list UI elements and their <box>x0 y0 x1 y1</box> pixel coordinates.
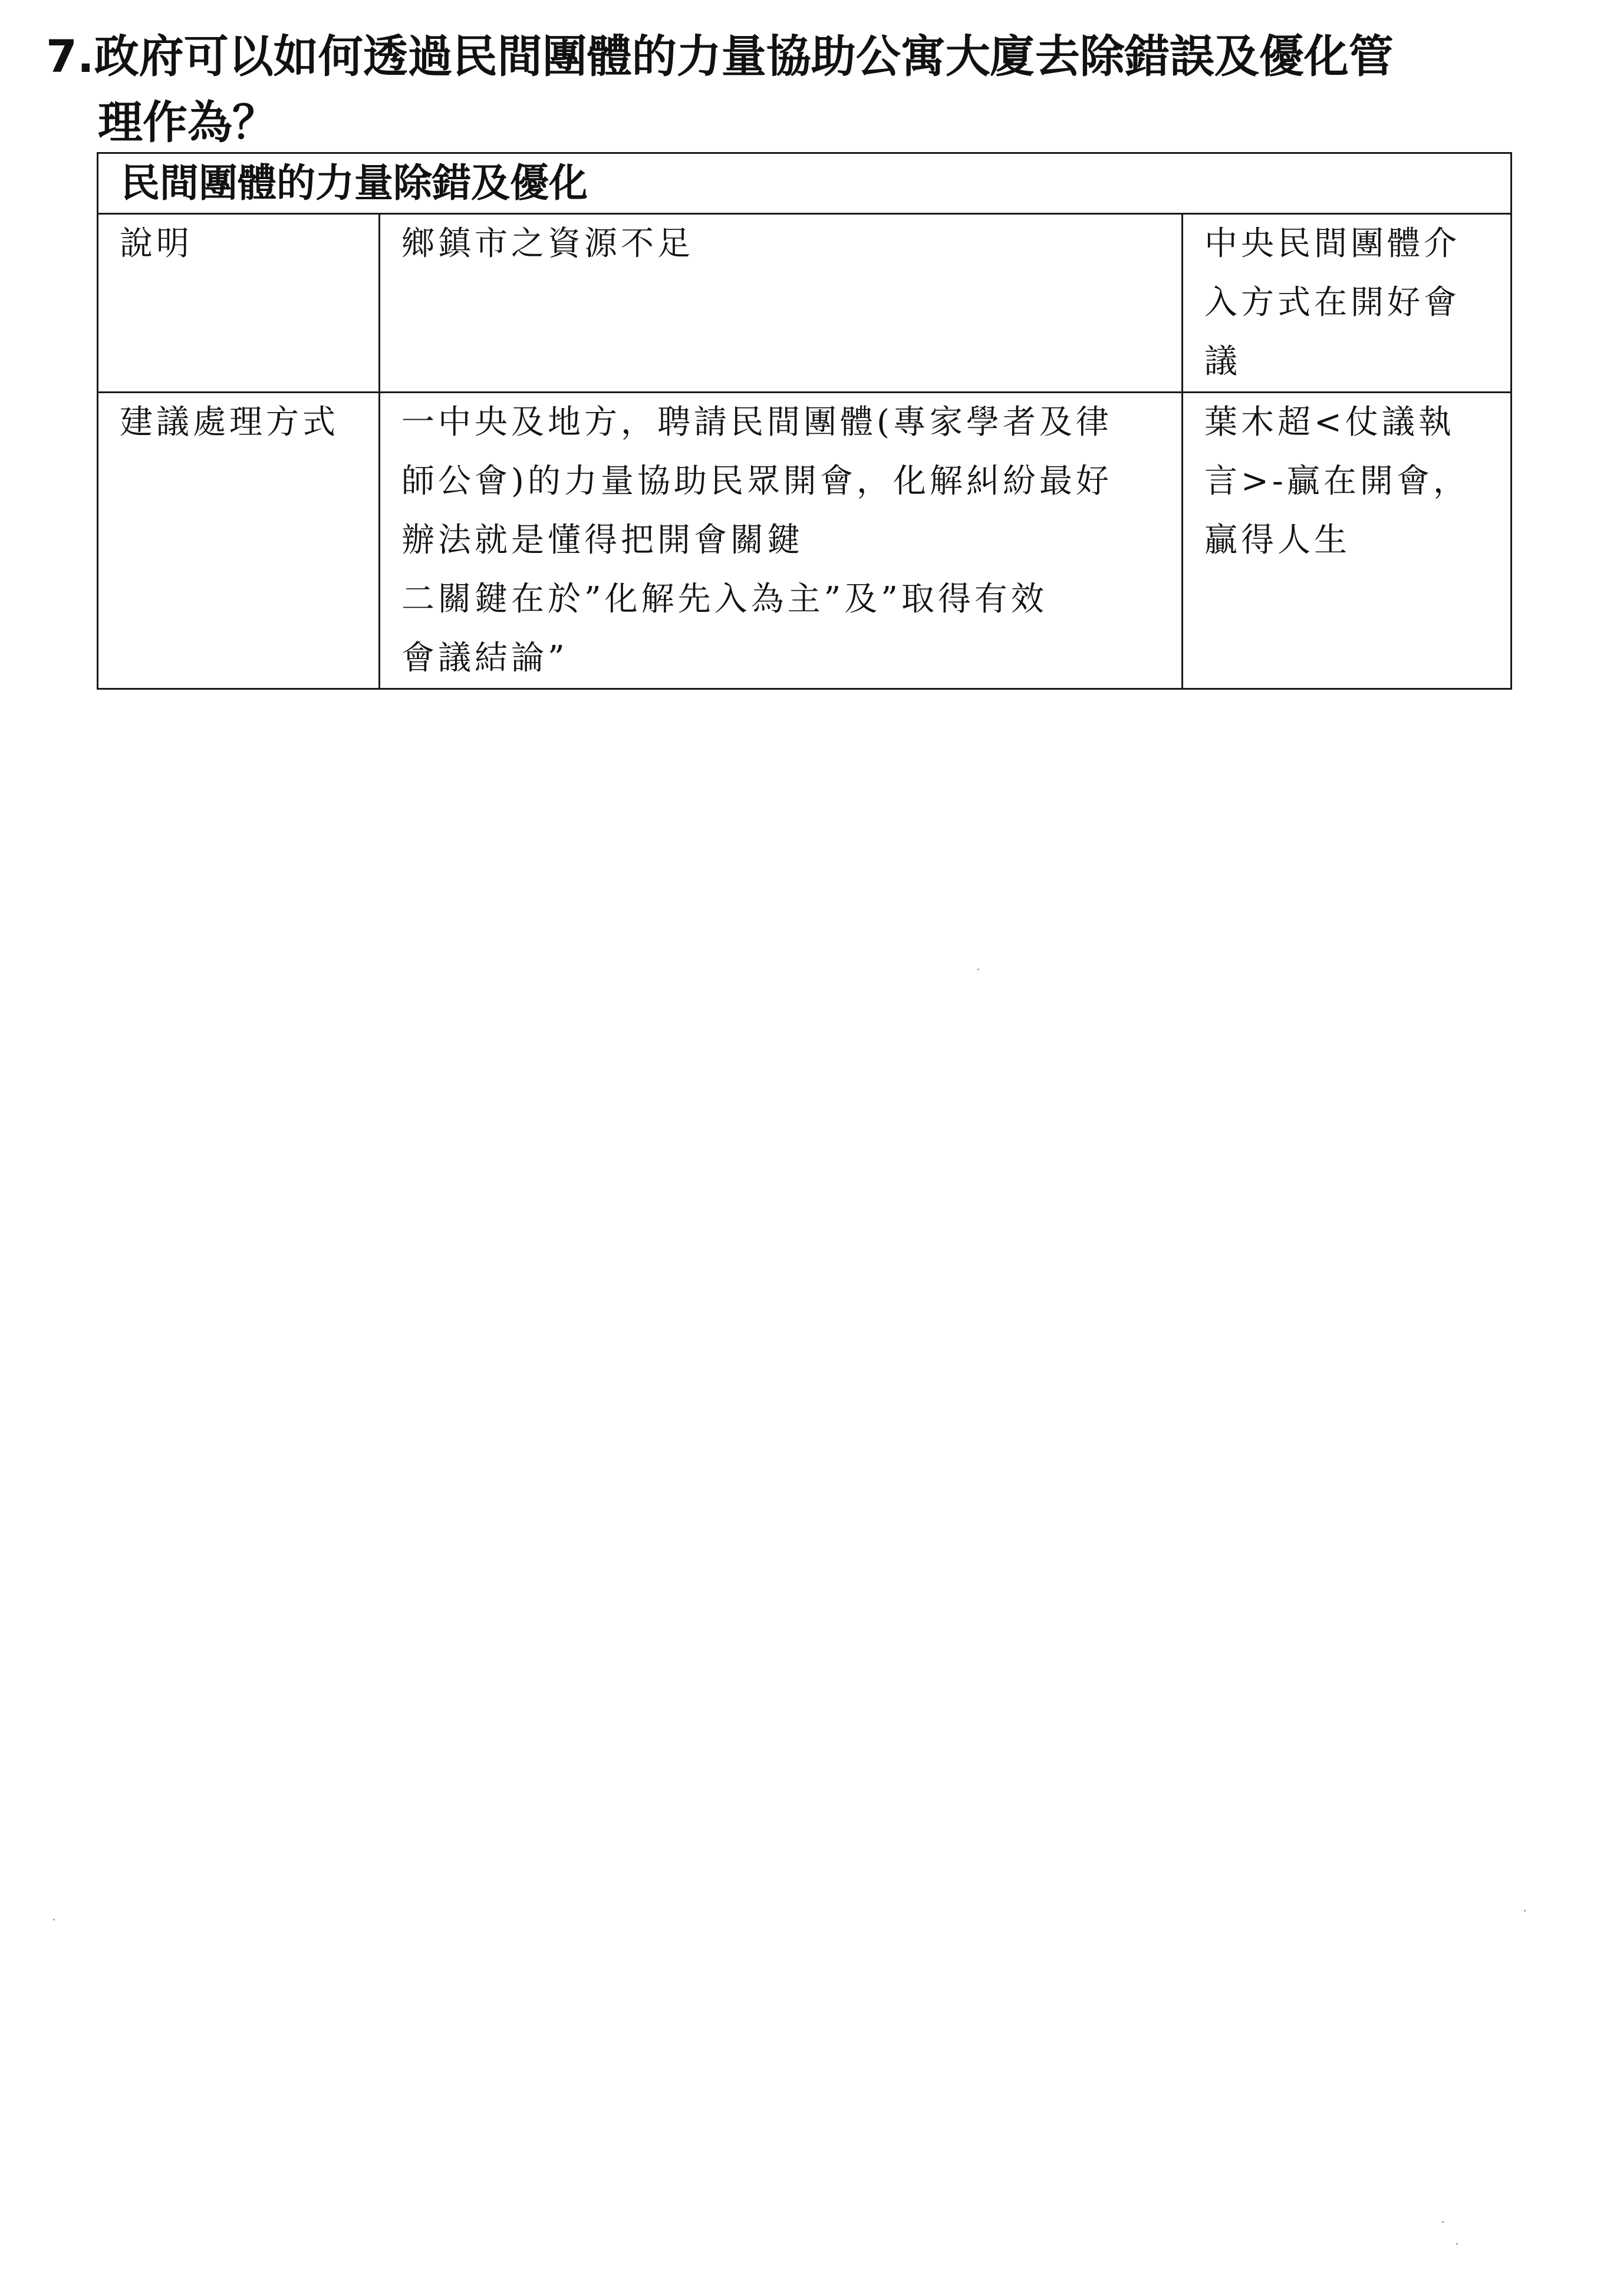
content-line: 一中央及地方，聘請民間團體(專家學者及律 <box>401 403 1112 442</box>
row-label: 建議處理方式 <box>120 403 339 442</box>
table-title: 民間團體的力量除錯及優化 <box>98 153 1512 214</box>
row-label-cell <box>98 214 380 393</box>
scan-speck <box>1442 2221 1444 2223</box>
scan-speck <box>1456 2243 1458 2245</box>
row-note-cell <box>1183 214 1512 393</box>
note-line: 議 <box>1204 342 1241 381</box>
table-title-row <box>98 153 1512 214</box>
content-line: 鄉鎮市之資源不足 <box>401 225 694 263</box>
scan-speck <box>53 1919 55 1921</box>
scan-speck <box>977 969 979 970</box>
row-content-cell <box>380 393 1183 689</box>
row-label: 說明 <box>120 225 193 263</box>
row-content-cell <box>380 214 1183 393</box>
scan-speck <box>1524 1910 1526 1912</box>
content-line: 會議結論” <box>401 639 568 677</box>
content-line: 二關鍵在於”化解先入為主”及”取得有效 <box>401 580 1048 618</box>
content-line: 辦法就是懂得把開會關鍵 <box>401 521 804 559</box>
question-text-line-2: 理作為？ <box>98 96 277 149</box>
question-heading <box>46 24 1508 156</box>
proposal-table <box>97 152 1512 690</box>
question-number: 7. <box>46 30 94 83</box>
table-row <box>98 214 1512 393</box>
note-line: 葉木超<仗議執 <box>1204 403 1455 442</box>
content-line: 師公會)的力量協助民眾開會，化解糾紛最好 <box>401 462 1112 500</box>
row-note-cell <box>1183 393 1512 689</box>
table-row <box>98 393 1512 689</box>
note-line: 言>-贏在開會， <box>1204 462 1470 500</box>
note-line: 中央民間團體介 <box>1204 225 1460 263</box>
question-text-line-1: 政府可以如何透過民間團體的力量協助公寓大廈去除錯誤及優化管 <box>94 30 1394 83</box>
row-label-cell <box>98 393 380 689</box>
question-line-1 <box>46 24 1508 90</box>
note-line: 入方式在開好會 <box>1204 284 1460 322</box>
note-line: 贏得人生 <box>1204 521 1351 559</box>
